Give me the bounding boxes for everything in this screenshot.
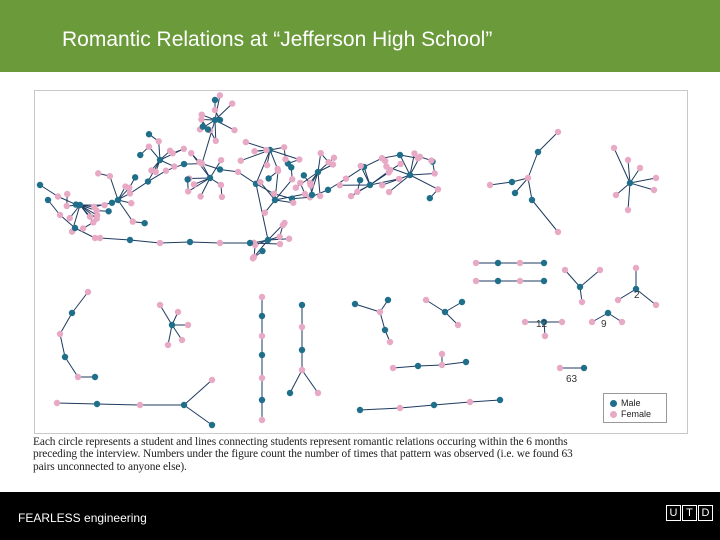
male-student-node [259, 313, 265, 319]
female-student-node [101, 202, 107, 208]
female-student-node [383, 163, 389, 169]
female-student-node [296, 156, 302, 162]
female-student-node [217, 92, 223, 98]
female-student-node [218, 157, 224, 163]
female-student-node [517, 260, 523, 266]
relation-edge [238, 172, 256, 184]
logo-letter: U [666, 505, 681, 521]
female-student-node [185, 188, 191, 194]
relation-edge [470, 400, 500, 402]
male-student-node [309, 192, 315, 198]
female-student-node [417, 154, 423, 160]
female-student-node [251, 148, 257, 154]
caption-line: preceding the interview. Numbers under the figure count the number of times that pattern was observed (i.e. we found 63 [33, 448, 573, 461]
male-student-node [529, 197, 535, 203]
relation-edge [360, 408, 400, 410]
female-student-node [257, 179, 263, 185]
female-student-node [653, 302, 659, 308]
female-student-node [562, 267, 568, 273]
female-student-node [615, 297, 621, 303]
pattern-count: 2 [634, 290, 640, 301]
female-student-node [130, 218, 136, 224]
female-student-node [259, 417, 265, 423]
female-student-node [165, 342, 171, 348]
brand-bold: FEARLESS [18, 511, 81, 525]
male-student-node [146, 131, 152, 137]
relation-edge [318, 172, 320, 196]
male-student-node [181, 161, 187, 167]
male-student-node [427, 195, 433, 201]
relation-edge [65, 357, 78, 377]
male-student-node [459, 299, 465, 305]
female-student-node [64, 203, 70, 209]
male-student-node [352, 301, 358, 307]
relation-edge [410, 175, 438, 189]
female-student-node [54, 400, 60, 406]
female-student-node [318, 150, 324, 156]
relation-edge [184, 405, 212, 425]
male-student-node [109, 200, 115, 206]
male-student-node [495, 278, 501, 284]
female-dot-icon [610, 411, 617, 418]
female-student-node [286, 236, 292, 242]
female-student-node [80, 225, 86, 231]
female-student-node [185, 322, 191, 328]
female-student-node [633, 265, 639, 271]
female-student-node [619, 319, 625, 325]
female-student-node [275, 168, 281, 174]
female-student-node [281, 144, 287, 150]
female-student-node [188, 150, 194, 156]
female-student-node [555, 229, 561, 235]
female-student-node [559, 319, 565, 325]
female-student-node [299, 367, 305, 373]
female-student-node [557, 365, 563, 371]
male-student-node [187, 239, 193, 245]
male-student-node [541, 278, 547, 284]
relation-edge [528, 152, 538, 178]
female-student-node [64, 191, 70, 197]
female-student-node [390, 365, 396, 371]
female-student-node [209, 377, 215, 383]
male-student-node [325, 187, 331, 193]
female-student-node [289, 176, 295, 182]
relation-edge [628, 183, 630, 210]
female-student-node [555, 129, 561, 135]
female-student-node [428, 157, 434, 163]
male-student-node [627, 180, 633, 186]
male-student-node [512, 190, 518, 196]
female-student-node [137, 402, 143, 408]
female-student-node [348, 193, 354, 199]
female-student-node [87, 213, 93, 219]
male-student-node [287, 390, 293, 396]
male-student-node [217, 166, 223, 172]
figure-caption [33, 436, 693, 473]
female-student-node [525, 175, 531, 181]
male-student-node [385, 297, 391, 303]
female-student-node [589, 319, 595, 325]
male-student-node [367, 182, 373, 188]
female-student-node [263, 147, 269, 153]
female-student-node [107, 173, 113, 179]
female-student-node [396, 176, 402, 182]
relation-edge [40, 185, 58, 196]
male-student-node [207, 175, 213, 181]
male-student-node [357, 407, 363, 413]
male-student-node [157, 157, 163, 163]
relation-edge [630, 178, 656, 183]
legend-female-label: Female [621, 409, 652, 419]
pattern-count: 12 [536, 319, 548, 330]
female-student-node [611, 145, 617, 151]
female-student-node [613, 192, 619, 198]
female-student-node [597, 267, 603, 273]
male-dot-icon [610, 400, 617, 407]
relation-edge [290, 370, 302, 393]
female-student-node [377, 309, 383, 315]
relation-edge [393, 366, 418, 368]
pattern-count: 9 [601, 319, 607, 330]
male-student-node [127, 237, 133, 243]
female-student-node [637, 165, 643, 171]
male-student-node [382, 327, 388, 333]
female-student-node [175, 309, 181, 315]
utd-logo [666, 505, 714, 521]
legend [603, 393, 667, 423]
male-student-node [397, 152, 403, 158]
male-student-node [209, 422, 215, 428]
female-student-node [317, 193, 323, 199]
relation-edge [60, 313, 72, 334]
pattern-count: 63 [566, 374, 578, 385]
male-student-node [407, 172, 413, 178]
female-student-node [282, 156, 288, 162]
male-student-node [463, 359, 469, 365]
male-student-node [265, 237, 271, 243]
male-student-node [509, 179, 515, 185]
male-student-node [45, 197, 51, 203]
male-student-node [288, 164, 294, 170]
female-student-node [299, 324, 305, 330]
female-student-node [473, 278, 479, 284]
female-student-node [354, 189, 360, 195]
female-student-node [181, 146, 187, 152]
female-student-node [217, 240, 223, 246]
female-student-node [213, 138, 219, 144]
female-student-node [343, 175, 349, 181]
female-student-node [337, 182, 343, 188]
female-student-node [122, 183, 128, 189]
female-student-node [473, 260, 479, 266]
female-student-node [259, 294, 265, 300]
relation-edge [130, 240, 160, 243]
male-student-node [62, 354, 68, 360]
female-student-node [579, 299, 585, 305]
female-student-node [517, 278, 523, 284]
female-student-node [155, 138, 161, 144]
female-student-node [397, 405, 403, 411]
female-student-node [307, 180, 313, 186]
relation-edge [418, 365, 442, 366]
female-student-node [75, 374, 81, 380]
male-student-node [272, 197, 278, 203]
female-student-node [127, 190, 133, 196]
legend-male [610, 398, 641, 408]
female-student-node [157, 302, 163, 308]
logo-letter: T [682, 505, 697, 521]
female-student-node [179, 337, 185, 343]
male-student-node [72, 225, 78, 231]
male-student-node [265, 175, 271, 181]
female-student-node [191, 181, 197, 187]
female-student-node [93, 215, 99, 221]
legend-male-label: Male [621, 398, 641, 408]
female-student-node [397, 161, 403, 167]
relation-edge [580, 270, 600, 287]
female-student-node [653, 175, 659, 181]
relation-edge [614, 148, 630, 183]
female-student-node [235, 169, 241, 175]
female-student-node [625, 207, 631, 213]
slide-title: Romantic Relations at “Jefferson High School” [62, 28, 493, 51]
female-student-node [259, 375, 265, 381]
male-student-node [259, 352, 265, 358]
relation-edge [382, 175, 410, 185]
relation-edge [57, 403, 97, 404]
edge-layer [40, 95, 656, 425]
female-student-node [271, 191, 277, 197]
relation-edge [110, 176, 118, 200]
relation-edge [190, 242, 220, 243]
female-student-node [487, 182, 493, 188]
female-student-node [302, 191, 308, 197]
male-student-node [315, 169, 321, 175]
relation-edge [160, 305, 172, 325]
female-student-node [264, 162, 270, 168]
female-student-node [197, 193, 203, 199]
male-student-node [181, 402, 187, 408]
female-student-node [231, 127, 237, 133]
female-student-node [238, 157, 244, 163]
female-student-node [382, 158, 388, 164]
male-student-node [495, 260, 501, 266]
female-student-node [55, 193, 61, 199]
female-student-node [67, 215, 73, 221]
male-student-node [69, 310, 75, 316]
relation-edge [630, 183, 654, 190]
female-student-node [431, 170, 437, 176]
male-student-node [212, 97, 218, 103]
female-student-node [57, 212, 63, 218]
male-student-node [577, 284, 583, 290]
male-student-node [301, 172, 307, 178]
female-student-node [455, 322, 461, 328]
female-student-node [439, 362, 445, 368]
female-student-node [293, 185, 299, 191]
female-student-node [386, 189, 392, 195]
male-student-node [497, 397, 503, 403]
relation-edge [410, 173, 435, 175]
relation-edge [72, 292, 88, 313]
female-student-node [218, 182, 224, 188]
female-student-node [276, 234, 282, 240]
relation-edge [351, 185, 370, 196]
female-student-node [315, 390, 321, 396]
female-student-node [219, 194, 225, 200]
female-student-node [95, 170, 101, 176]
footer-bar [0, 492, 720, 540]
female-student-node [277, 241, 283, 247]
male-student-node [137, 152, 143, 158]
relation-edge [442, 362, 466, 365]
relation-edge [490, 182, 512, 185]
female-student-node [163, 167, 169, 173]
female-student-node [92, 235, 98, 241]
male-student-node [535, 149, 541, 155]
female-student-node [379, 182, 385, 188]
female-student-node [467, 399, 473, 405]
relation-edge [400, 405, 434, 408]
male-student-node [299, 302, 305, 308]
female-student-node [157, 240, 163, 246]
female-student-node [651, 187, 657, 193]
brand-rest: engineering [80, 511, 147, 525]
male-student-node [205, 126, 211, 132]
male-student-node [184, 176, 190, 182]
male-student-node [357, 177, 363, 183]
female-student-node [170, 150, 176, 156]
relation-edge [528, 178, 532, 200]
male-student-node [247, 240, 253, 246]
relation-edge [130, 182, 148, 194]
relation-edge [565, 270, 580, 287]
female-student-node [435, 186, 441, 192]
female-student-node [280, 222, 286, 228]
male-student-node [217, 117, 223, 123]
female-student-node [153, 169, 159, 175]
female-student-node [423, 297, 429, 303]
male-student-node [115, 197, 121, 203]
male-student-node [581, 365, 587, 371]
male-student-node [169, 322, 175, 328]
female-student-node [387, 339, 393, 345]
female-student-node [171, 163, 177, 169]
male-student-node [94, 401, 100, 407]
male-student-node [541, 260, 547, 266]
relation-edge [434, 402, 470, 405]
female-student-node [57, 331, 63, 337]
relation-edge [355, 304, 380, 312]
caption-line: pairs unconnected to anyone else). [33, 460, 187, 473]
female-student-node [259, 333, 265, 339]
female-student-node [85, 289, 91, 295]
legend-female [610, 409, 651, 419]
female-student-node [229, 100, 235, 106]
female-student-node [522, 319, 528, 325]
relation-edge [160, 242, 190, 243]
male-student-node [259, 248, 265, 254]
female-student-node [243, 139, 249, 145]
relation-edge [184, 380, 212, 405]
male-student-node [77, 202, 83, 208]
relation-edge [100, 238, 130, 240]
female-student-node [128, 200, 134, 206]
relation-edge [532, 200, 558, 232]
female-student-node [290, 200, 296, 206]
male-student-node [132, 174, 138, 180]
female-student-node [196, 159, 202, 165]
relation-edge [426, 300, 445, 312]
female-student-node [439, 351, 445, 357]
male-student-node [415, 363, 421, 369]
female-student-node [542, 333, 548, 339]
female-student-node [411, 150, 417, 156]
female-student-node [297, 180, 303, 186]
relation-edge [97, 404, 140, 405]
male-student-node [442, 309, 448, 315]
female-student-node [146, 143, 152, 149]
male-student-node [259, 397, 265, 403]
relation-edge [60, 334, 65, 357]
male-student-node [105, 208, 111, 214]
female-student-node [331, 155, 337, 161]
female-student-node [262, 210, 268, 216]
female-student-node [212, 107, 218, 113]
female-student-node [358, 163, 364, 169]
female-student-node [625, 157, 631, 163]
male-student-node [141, 220, 147, 226]
logo-letter: D [698, 505, 713, 521]
male-student-node [605, 310, 611, 316]
male-student-node [145, 178, 151, 184]
relation-edge [538, 132, 558, 152]
male-student-node [92, 374, 98, 380]
female-student-node [251, 254, 257, 260]
female-student-node [198, 116, 204, 122]
footer-brand [18, 511, 147, 525]
male-student-node [299, 347, 305, 353]
relation-edge [302, 370, 318, 393]
male-student-node [37, 182, 43, 188]
female-student-node [325, 159, 331, 165]
male-student-node [431, 402, 437, 408]
caption-line: Each circle represents a student and lines connecting students represent romantic relations occuring within the 6 months [33, 436, 568, 448]
